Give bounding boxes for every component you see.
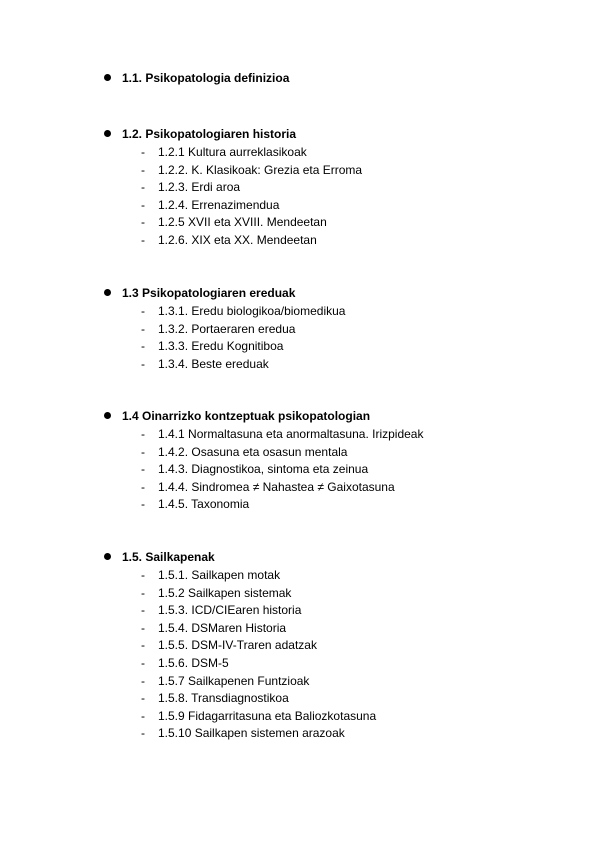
- dash-marker: -: [141, 462, 145, 477]
- section-heading: [0, 406, 600, 426]
- list-item: [0, 673, 600, 691]
- list-item: [0, 655, 600, 673]
- dash-marker: -: [141, 655, 145, 670]
- dash-marker: -: [141, 620, 145, 635]
- list-item-text: 1.5.9 Fidagarritasuna eta Baliozkotasuna: [158, 708, 377, 723]
- dash-marker: -: [141, 162, 145, 177]
- subtopic-list: [0, 567, 600, 743]
- dash-marker: -: [141, 691, 145, 706]
- list-item: [0, 708, 600, 726]
- list-item: [0, 321, 600, 339]
- dash-marker: -: [141, 673, 145, 688]
- subtopic-list: [0, 426, 600, 514]
- section-1-2: [0, 124, 600, 250]
- bullet-icon: [104, 412, 111, 419]
- bullet-icon: [104, 74, 111, 81]
- list-item: [0, 338, 600, 356]
- dash-marker: -: [141, 232, 145, 247]
- list-item-text: 1.5.4. DSMaren Historia: [158, 620, 287, 635]
- list-item: [0, 585, 600, 603]
- dash-marker: -: [141, 321, 145, 336]
- section-heading: [0, 68, 600, 88]
- dash-marker: -: [141, 497, 145, 512]
- section-1-5: [0, 547, 600, 743]
- list-item-text: 1.2.1 Kultura aurreklasikoak: [158, 145, 307, 159]
- list-item-text: 1.5.7 Sailkapenen Funtzioak: [158, 673, 310, 688]
- bullet-icon: [104, 130, 111, 137]
- dash-marker: -: [141, 568, 145, 582]
- subtopic-list: [0, 144, 600, 250]
- section-heading-text: 1.4 Oinarrizko kontzeptuak psikopatologian: [122, 409, 371, 423]
- bullet-icon: [104, 289, 111, 296]
- list-item-text: 1.4.1 Normaltasuna eta anormaltasuna. Irizpideak: [158, 427, 424, 441]
- list-item: [0, 303, 600, 321]
- section-heading-text: 1.2. Psikopatologiaren historia: [122, 127, 297, 141]
- list-item: [0, 144, 600, 162]
- list-item: [0, 179, 600, 197]
- list-item-text: 1.3.4. Beste ereduak: [158, 356, 269, 371]
- list-item-text: 1.5.8. Transdiagnostikoa: [158, 691, 289, 706]
- list-item-text: 1.3.1. Eredu biologikoa/biomedikua: [158, 304, 346, 318]
- dash-marker: -: [141, 726, 145, 741]
- list-item: [0, 690, 600, 708]
- dash-marker: -: [141, 638, 145, 653]
- list-item-text: 1.2.3. Erdi aroa: [158, 180, 241, 195]
- list-item: [0, 356, 600, 374]
- list-item: [0, 214, 600, 232]
- list-item-text: 1.5.1. Sailkapen motak: [158, 568, 281, 582]
- list-item-text: 1.4.2. Osasuna eta osasun mentala: [158, 444, 348, 459]
- list-item: [0, 620, 600, 638]
- dash-marker: -: [141, 708, 145, 723]
- dash-marker: -: [141, 585, 145, 600]
- list-item: [0, 602, 600, 620]
- list-item-text: 1.4.3. Diagnostikoa, sintoma eta zeinua: [158, 462, 369, 477]
- section-1-3: [0, 283, 600, 373]
- section-heading: [0, 283, 600, 303]
- list-item: [0, 637, 600, 655]
- section-heading-text: 1.5. Sailkapenak: [122, 550, 215, 564]
- list-item: [0, 162, 600, 180]
- list-item-text: 1.5.2 Sailkapen sistemak: [158, 585, 292, 600]
- section-heading-text: 1.3 Psikopatologiaren ereduak: [122, 286, 296, 300]
- dash-marker: -: [141, 304, 145, 318]
- list-item-text: 1.5.6. DSM-5: [158, 655, 229, 670]
- list-item-text: 1.4.5. Taxonomia: [158, 497, 250, 512]
- dash-marker: -: [141, 479, 145, 494]
- subtopic-list: [0, 303, 600, 373]
- section-heading: [0, 124, 600, 144]
- dash-marker: -: [141, 339, 145, 354]
- dash-marker: -: [141, 197, 145, 212]
- section-heading: [0, 547, 600, 567]
- list-item-text: 1.3.2. Portaeraren eredua: [158, 321, 296, 336]
- list-item-text: 1.2.2. K. Klasikoak: Grezia eta Erroma: [158, 162, 363, 177]
- section-heading-text: 1.1. Psikopatologia definizioa: [122, 71, 290, 85]
- list-item-text: 1.5.3. ICD/CIEaren historia: [158, 603, 302, 618]
- list-item: [0, 426, 600, 444]
- list-item-text: 1.2.6. XIX eta XX. Mendeetan: [158, 232, 317, 247]
- dash-marker: -: [141, 180, 145, 195]
- list-item-text: 1.5.5. DSM-IV-Traren adatzak: [158, 638, 317, 653]
- dash-marker: -: [141, 427, 145, 441]
- list-item: [0, 725, 600, 743]
- list-item-text: 1.2.4. Errenazimendua: [158, 197, 280, 212]
- list-item-text: 1.5.10 Sailkapen sistemen arazoak: [158, 726, 345, 741]
- list-item: [0, 479, 600, 497]
- dash-marker: -: [141, 145, 145, 159]
- bullet-icon: [104, 553, 111, 560]
- list-item-text: 1.4.4. Sindromea ≠ Nahastea ≠ Gaixotasuna: [158, 479, 395, 494]
- list-item-text: 1.2.5 XVII eta XVIII. Mendeetan: [158, 215, 327, 230]
- list-item: [0, 197, 600, 215]
- dash-marker: -: [141, 356, 145, 371]
- list-item: [0, 232, 600, 250]
- dash-marker: -: [141, 444, 145, 459]
- list-item: [0, 567, 600, 585]
- dash-marker: -: [141, 603, 145, 618]
- list-item: [0, 496, 600, 514]
- section-1-1: [0, 68, 600, 88]
- section-1-4: [0, 406, 600, 514]
- dash-marker: -: [141, 215, 145, 230]
- list-item: [0, 444, 600, 462]
- list-item: [0, 461, 600, 479]
- list-item-text: 1.3.3. Eredu Kognitiboa: [158, 339, 284, 354]
